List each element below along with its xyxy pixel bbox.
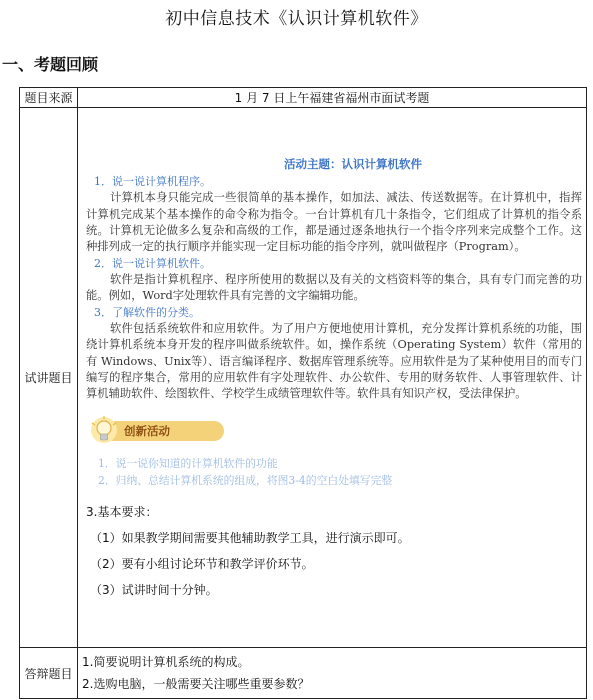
textbook-heading-2: 2．说一说计算机软件。 [94,256,211,270]
lecture-content [78,108,587,648]
requirement-item-3: （3）试讲时间十分钟。 [90,582,218,597]
lecture-row [20,108,587,648]
requirements-title: 3.基本要求： [86,504,158,519]
requirement-item-1: （1）如果教学期间需要其他辅助教学工具，进行演示即可。 [90,530,410,545]
innovation-banner [110,421,224,441]
lecture-label: 试讲题目 [20,108,78,648]
defense-content [78,648,587,699]
exam-table [19,87,587,699]
textbook-paragraph-3: 软件包括系统软件和应用软件。为了用户方便地使用计算机，充分发挥计算机系统的功能，围绕计算机系统本身开发的程序叫做系统软件。如，操作系统（Operating System）软件（常用的有 Windows、Unix等）、语言编译程序、数据库管理系统等。应用软件是为了某种使用目的而专门编写的程序集合，常用的应用软件有字处理软件、办公软件、专用的财务软件、人事管理软件、计算机辅助软件、绘图软件、学校学生成绩管理软件等。软件具有知识产权，受法律保护。 [86,321,582,401]
innovation-label: 创新活动 [124,423,170,438]
innovation-item-2: 2．归纳、总结计算机系统的组成，将图3-4的空白处填写完整 [98,473,393,487]
textbook-heading-3: 3．了解软件的分类。 [94,305,200,319]
activity-title: 活动主题：认识计算机软件 [284,157,422,172]
textbook-paragraph-1: 计算机本身只能完成一些很简单的基本操作，如加法、减法、传送数据等。在计算机中，指挥计算机完成某个基本操作的命令称为指令。一台计算机有几十条指令，它们组成了计算机的指令系统。计算机无论做多么复杂和高级的工作，都是通过逐条地执行一个指令序列来完成整个工作。这种排列成一定的执行顺序并能实现一定目标功能的指令序列，就叫做程序（Program）。 [86,191,582,254]
defense-row [20,648,587,699]
textbook-scan [84,156,582,488]
innovation-banner-row [84,413,582,453]
textbook-heading-1: 1．说一说计算机程序。 [94,175,211,189]
defense-item-1: 1.简要说明计算机系统的构成。 [82,655,250,669]
defense-item-2: 2.选购电脑，一般需要关注哪些重要参数？ [82,677,310,691]
defense-label: 答辩题目 [20,648,78,699]
innovation-item-1: 1．说一说你知道的计算机软件的功能 [98,456,278,470]
textbook-paragraph-2: 软件是指计算机程序、程序所使用的数据以及有关的文档资料等的集合，具有专门而完善的功能。例如，Word字处理软件具有完善的文字编辑功能。 [86,272,582,303]
requirements [86,499,586,603]
document-title: 初中信息技术《认识计算机软件》 [165,9,428,29]
section-heading: 一、考题回顾 [2,55,99,74]
lightbulb-icon [88,415,120,449]
requirement-item-2: （2）要有小组讨论环节和教学评价环节。 [90,556,314,571]
source-value: 1 月 7 日上午福建省福州市面试考题 [78,88,587,108]
innovation-items [98,455,582,489]
source-label: 题目来源 [20,88,78,108]
source-row [20,88,587,108]
